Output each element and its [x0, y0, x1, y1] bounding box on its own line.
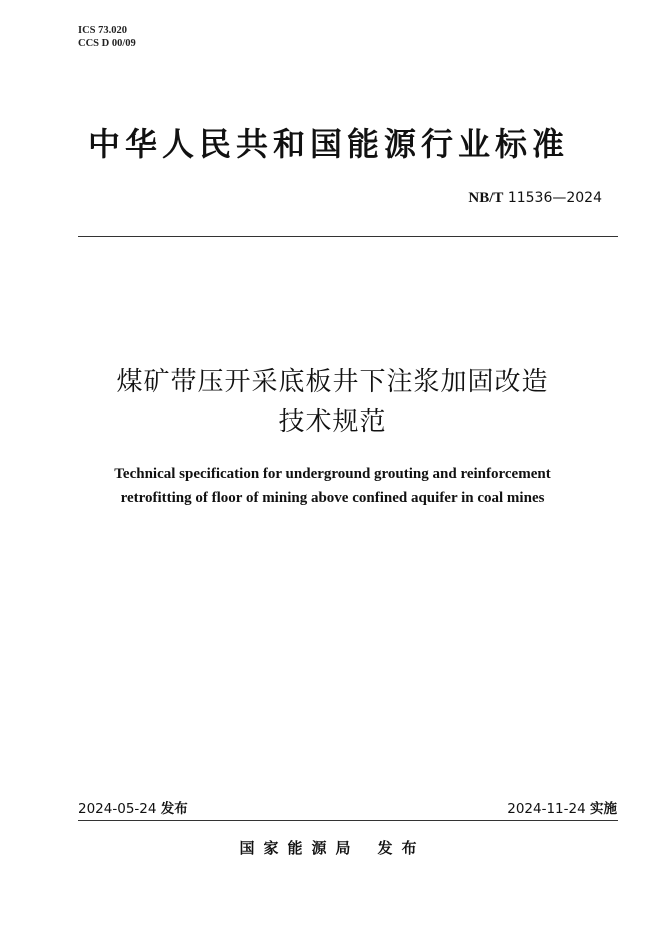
issue-date-value: 2024-05-24	[78, 801, 157, 817]
standard-number	[468, 190, 602, 207]
issue-label: 发布	[160, 801, 188, 817]
publisher-name: 国家能源局	[239, 839, 360, 857]
implementation-label: 实施	[590, 801, 617, 817]
title-zh-line1: 煤矿带压开采底板井下注浆加固改造	[116, 367, 549, 397]
title-zh-line2: 技术规范	[278, 407, 387, 437]
standard-code: 11536—2024	[507, 190, 602, 206]
title-en-line2: retrofitting of floor of mining above confined aquifer in coal mines	[120, 490, 545, 506]
organization-title: 中华人民共和国能源行业标准	[88, 125, 570, 163]
implementation-date-value: 2024-11-24	[507, 801, 586, 817]
bottom-divider	[78, 820, 618, 821]
standard-prefix: NB/T	[468, 190, 504, 206]
ics-code: ICS 73.020	[78, 25, 128, 36]
publisher-action: 发布	[377, 839, 426, 857]
publisher-line	[0, 837, 665, 858]
implementation-date	[507, 797, 617, 817]
title-en-line1: Technical specification for underground grouting and reinforcement	[114, 466, 551, 482]
issue-date	[78, 797, 188, 817]
top-divider	[78, 236, 618, 237]
classification-codes	[78, 24, 136, 50]
ccs-code: CCS D 00/09	[78, 38, 136, 49]
